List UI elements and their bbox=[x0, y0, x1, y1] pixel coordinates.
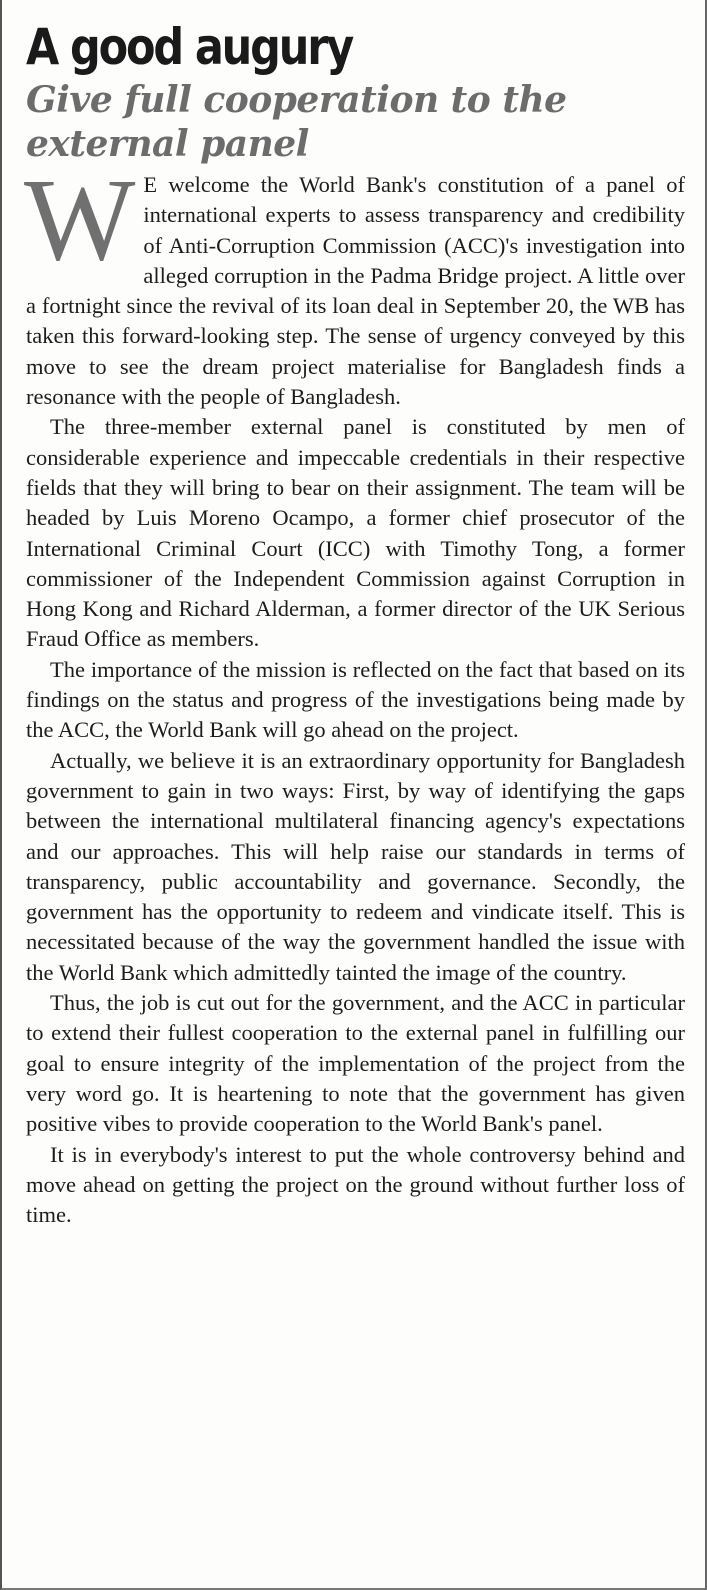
paragraph-4: Actually, we believe it is an extraordinary opportunity for Bangladesh government to gain in two ways: First, by way of identifying the gaps between the international multilateral financing agency's expectations and our approaches. This will help raise our standards in terms of transparency, public accountability and governance. Secondly, the government has the opportunity to redeem and vindicate itself. This is necessitated because of the way the government handled the issue with the World Bank which admittedly tainted the image of the country. bbox=[26, 747, 685, 985]
paragraph-3: The importance of the mission is reflected on the fact that based on its findings on the status and progress of the investigations being made by the ACC, the World Bank will go ahead on the project. bbox=[26, 656, 685, 743]
editorial-article bbox=[26, 18, 685, 1230]
paragraph-5: Thus, the job is cut out for the government, and the ACC in particular to extend their fullest cooperation to the external panel in fulfilling our goal to ensure integrity of the implementation of the project from the very word go. It is heartening to note that the government has given positive vibes to provide cooperation to the World Bank's panel. bbox=[26, 990, 685, 1137]
paragraph-1 bbox=[24, 154, 685, 412]
paragraph-1-text: E welcome the World Bank's constitution of a panel of international experts to assess transparency and credibility of Anti-Corruption Commission (ACC)'s investigation into alleged corruption in the Padma Bridge project. A little over a fortnight since the revival of its loan deal in September 20, the WB has taken this forward-looking step. The sense of urgency conveyed by this move to see the dream project materialise for Bangladesh finds a resonance with the people of Bangladesh. bbox=[26, 172, 685, 410]
paragraph-6: It is in everybody's interest to put the whole controversy behind and move ahead on getting the project on the ground without further loss of time. bbox=[26, 1141, 685, 1228]
subheadline: Give full cooperation to the external panel bbox=[26, 79, 567, 165]
drop-cap: W bbox=[24, 154, 136, 285]
headline: A good augury bbox=[26, 18, 353, 76]
paragraph-2: The three-member external panel is constituted by men of considerable experience and impeccable credentials in their respective fields that they will bring to bear on their assignment. The team will be headed by Luis Moreno Ocampo, a former chief prosecutor of the International Criminal Court (ICC) with Timothy Tong, a former commissioner of the Independent Commission against Corruption in Hong Kong and Richard Alderman, a former director of the UK Serious Fraud Office as members. bbox=[26, 414, 685, 652]
article-body bbox=[24, 154, 685, 1230]
